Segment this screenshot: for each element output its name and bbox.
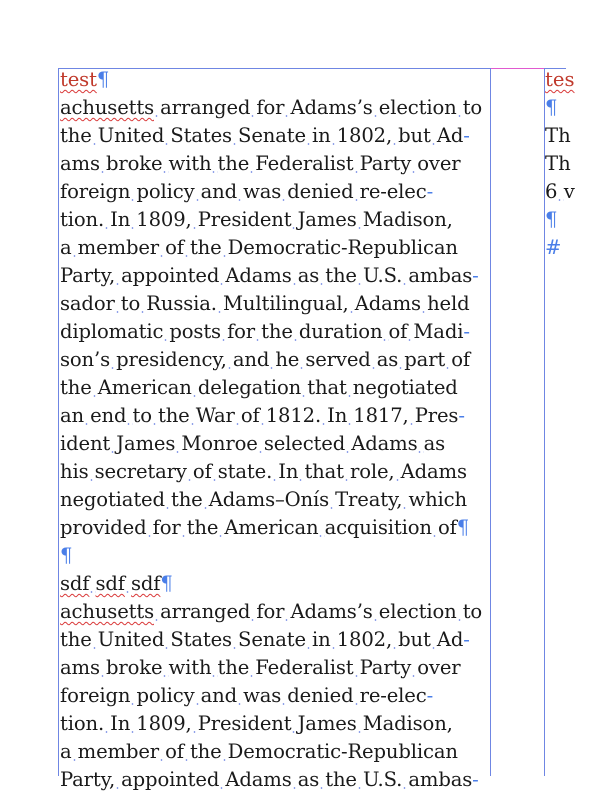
line-text: an end to the War of 1812. In 1817, Pres [60,404,459,427]
line-text: test [60,68,97,91]
line-text: provided for the American acquisition of [60,516,457,539]
text-line [60,150,492,178]
text-line [545,66,605,94]
line-text: Th [545,152,571,175]
end-of-story-mark: # [545,236,562,259]
line-text: a member of the Democratic-Republican [60,740,458,763]
text-line [60,178,492,206]
text-line [60,402,492,430]
pilcrow-mark: ¶ [545,208,558,231]
line-text: ams broke with the Federalist Party over [60,656,461,679]
text-line [60,654,492,682]
text-line [60,514,492,542]
line-text: sador to Russia. Multilingual, Adams held [60,292,470,315]
text-line [60,570,492,598]
text-line [60,374,492,402]
line-text: tion. In 1809, President James Madison, [60,712,453,735]
line-text: achusetts arranged for Adams’s election to [60,96,483,119]
text-line [60,262,492,290]
pilcrow-mark: ¶ [545,96,558,119]
line-text: the American delegation that negotiated [60,376,458,399]
hyphen-mark: - [463,628,470,651]
text-line [60,626,492,654]
text-line [60,542,492,570]
text-line [60,682,492,710]
text-line [545,178,605,206]
text-thread-link [491,68,544,69]
hyphen-mark: - [458,404,465,427]
text-line [545,234,605,262]
text-line [60,430,492,458]
line-text: Th [545,124,571,147]
hyphen-mark: - [463,124,470,147]
pilcrow-mark: ¶ [60,544,73,567]
line-text: Party, appointed Adams as the U.S. ambas [60,768,473,791]
text-line [60,318,492,346]
line-text: foreign policy and was denied re-elec [60,684,427,707]
pilcrow-mark: ¶ [160,572,173,595]
hyphen-mark: - [426,684,434,707]
text-line [60,346,492,374]
text-line [60,206,492,234]
line-text: diplomatic posts for the duration of Madi [60,320,464,343]
text-frame-1-left-edge[interactable] [58,68,59,776]
line-text: tes [545,68,575,91]
line-text: sdf sdf sdf [60,572,161,595]
text-line [60,710,492,738]
hyphen-mark: - [426,180,434,203]
pilcrow-mark: ¶ [96,68,110,91]
line-text: foreign policy and was denied re-elec [60,180,427,203]
text-line [60,766,492,794]
line-text: Party, appointed Adams as the U.S. ambas [60,264,473,287]
line-text: achusetts arranged for Adams’s election to [60,600,483,623]
line-text: his secretary of state. In that role, Adams [60,460,467,483]
line-text: 6 v [545,180,575,203]
text-line [60,94,492,122]
hyphen-mark: - [472,264,479,287]
text-line [545,122,605,150]
text-line [60,738,492,766]
line-text: negotiated the Adams–Onís Treaty, which [60,488,467,511]
text-frame-1[interactable] [60,66,492,794]
line-text: ams broke with the Federalist Party over [60,152,461,175]
text-line [60,122,492,150]
text-line [545,94,605,122]
text-line [60,290,492,318]
line-text: a member of the Democratic-Republican [60,236,458,259]
line-text: ident James Monroe selected Adams as [60,432,446,455]
line-text: the United States Senate in 1802, but Ad [60,124,464,147]
line-text: the United States Senate in 1802, but Ad [60,628,464,651]
line-text: tion. In 1809, President James Madison, [60,208,453,231]
text-line [545,150,605,178]
hyphen-mark: - [472,768,479,791]
text-line [60,486,492,514]
line-text: son’s presidency, and he served as part of [60,348,470,371]
pilcrow-mark: ¶ [456,516,470,539]
text-line [60,66,492,94]
text-line [545,206,605,234]
text-line [60,234,492,262]
text-frame-2[interactable] [545,66,605,262]
text-line [60,598,492,626]
hyphen-mark: - [463,320,470,343]
text-line [60,458,492,486]
